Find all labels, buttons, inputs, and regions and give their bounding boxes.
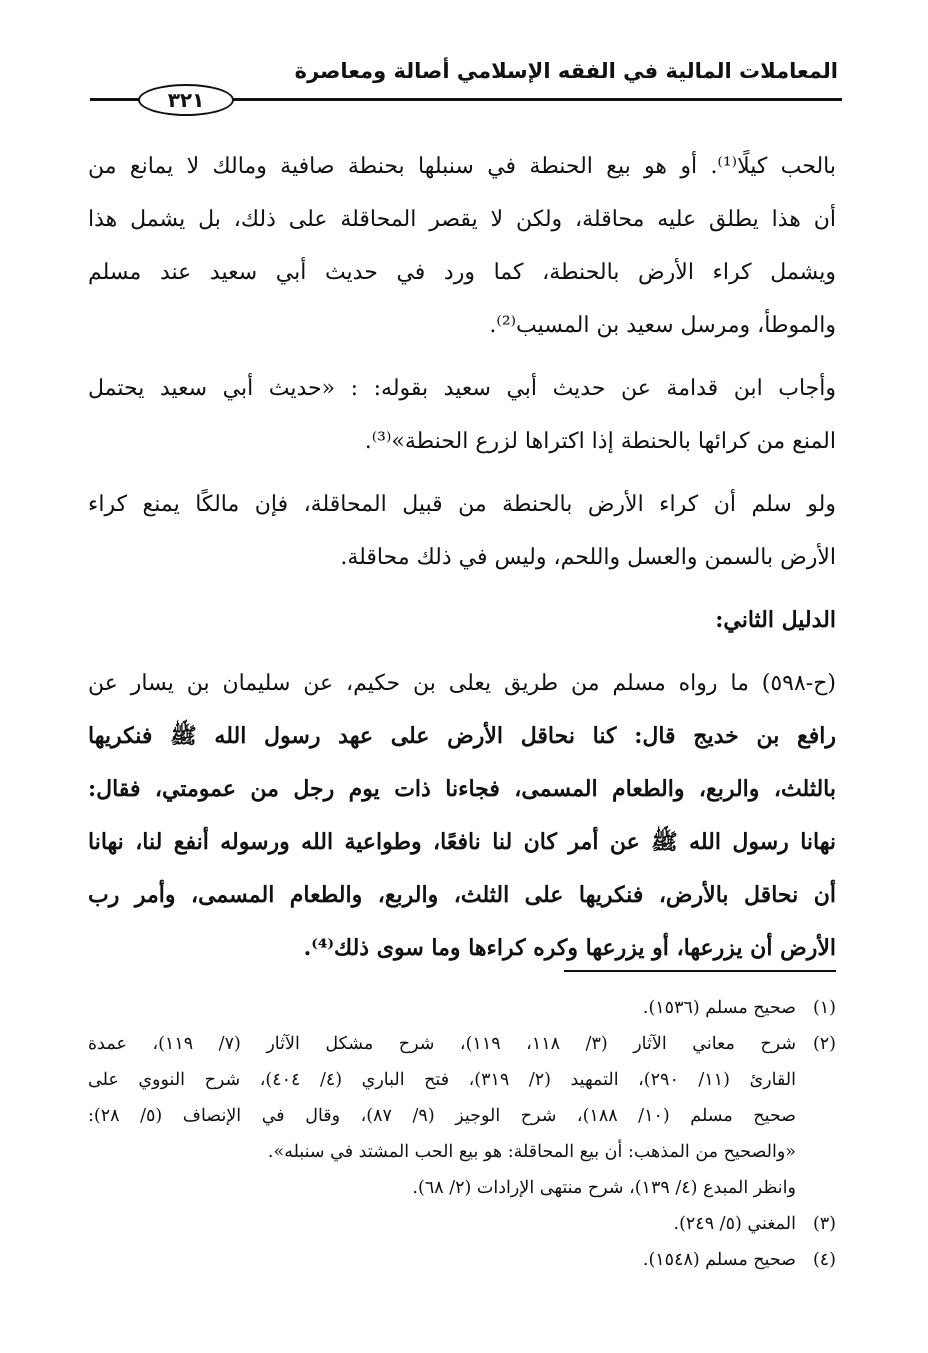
text-line: (ح-٥٩٨) ما رواه مسلم من طريق يعلى بن حكيم، عن سليمان بن يسار عن [88,671,836,696]
footnote-line: وانظر المبدع (٤/ ١٣٩)، شرح منتهى الإرادات (٢/ ٦٨). [412,1178,796,1198]
text-line: الأرض بالسمن والعسل واللحم، وليس في ذلك محاقلة. [340,545,836,570]
text-line: بالحب كيلًا⁽¹⁾. أو هو بيع الحنطة في سنبلها بحنطة صافية ومالك لا يمانع من [88,154,836,179]
hadith-paragraph [88,657,836,975]
footnote-line: شرح معاني الآثار (٣/ ١١٨، ١١٩)، شرح مشكل الآثار (٧/ ١١٩)، عمدة [88,1034,796,1054]
text-line: بالثلث، والربع، والطعام المسمى، فجاءنا ذات يوم رجل من عمومتي، فقال: [88,776,836,802]
text-line: وأجاب ابن قدامة عن حديث أبي سعيد بقوله: : «حديث أبي سعيد يحتمل [88,376,836,401]
footnote-line: صحيح مسلم (١٠/ ١٨٨)، شرح الوجيز (٩/ ٨٧)، وقال في الإنصاف (٥/ ٢٨): [88,1106,797,1126]
running-header-title: المعاملات المالية في الفقه الإسلامي أصالة ومعاصرة [294,59,838,83]
paragraph-2 [88,362,836,468]
footnote-number: (١) [812,998,836,1018]
text-line: نهانا رسول الله ﷺ عن أمر كان لنا نافعًا، وطواعية الله ورسوله أنفع لنا، نهانا [88,829,836,855]
paragraph-3 [88,478,836,584]
section-heading [88,594,836,647]
text-line: ويشمل كراء الأرض بالحنطة، كما ورد في حديث أبي سعيد عند مسلم [88,260,836,285]
text-line: المنع من كرائها بالحنطة إذا اكتراها لزرع الحنطة»⁽³⁾. [364,429,836,454]
footnote-line: صحيح مسلم (١٥٤٨). [642,1250,796,1270]
text-line: رافع بن خديج قال: كنا نحاقل الأرض على عهد رسول الله ﷺ فنكريها [88,723,836,749]
footnote-line: صحيح مسلم (١٥٣٦). [642,998,796,1018]
footnote-number: (٢) [812,1034,836,1054]
footnote-line: القارئ (١١/ ٢٩٠)، التمهيد (٢/ ٣١٩)، فتح الباري (٤/ ٤٠٤)، شرح النووي على [88,1070,796,1090]
text-line: الأرض أن يزرعها، أو يزرعها وكره كراءها وما سوى ذلك⁽⁴⁾. [303,935,836,961]
footnote-number: (٣) [812,1214,836,1234]
footnote-line: المغني (٥/ ٢٤٩). [673,1214,796,1234]
footnote-3 [88,1206,836,1242]
page-number: ٣٢١ [138,84,234,116]
footnote-number: (٤) [812,1250,836,1270]
text-line: أن هذا يطلق عليه محاقلة، ولكن لا يقصر المحاقلة على ذلك، بل يشمل هذا [88,207,836,232]
main-text [88,140,836,985]
footnote-2 [88,1026,836,1206]
footnote-4 [88,1242,836,1278]
text-line: والموطأ، ومرسل سعيد بن المسيب⁽²⁾. [489,313,836,338]
text-line: ولو سلم أن كراء الأرض بالحنطة من قبيل المحاقلة، فإن مالكًا يمنع كراء [88,492,836,517]
footnote-line: «والصحيح من المذهب: أن بيع المحاقلة: هو بيع الحب المشتد في سنبله». [267,1142,796,1162]
paragraph-1 [88,140,836,352]
footnote-1 [88,990,836,1026]
heading-text: الدليل الثاني: [715,607,836,633]
footnote-separator [564,970,836,972]
footnotes [88,990,836,1278]
text-line: أن نحاقل بالأرض، فنكريها على الثلث، والربع، والطعام المسمى، وأمر رب [88,882,836,908]
